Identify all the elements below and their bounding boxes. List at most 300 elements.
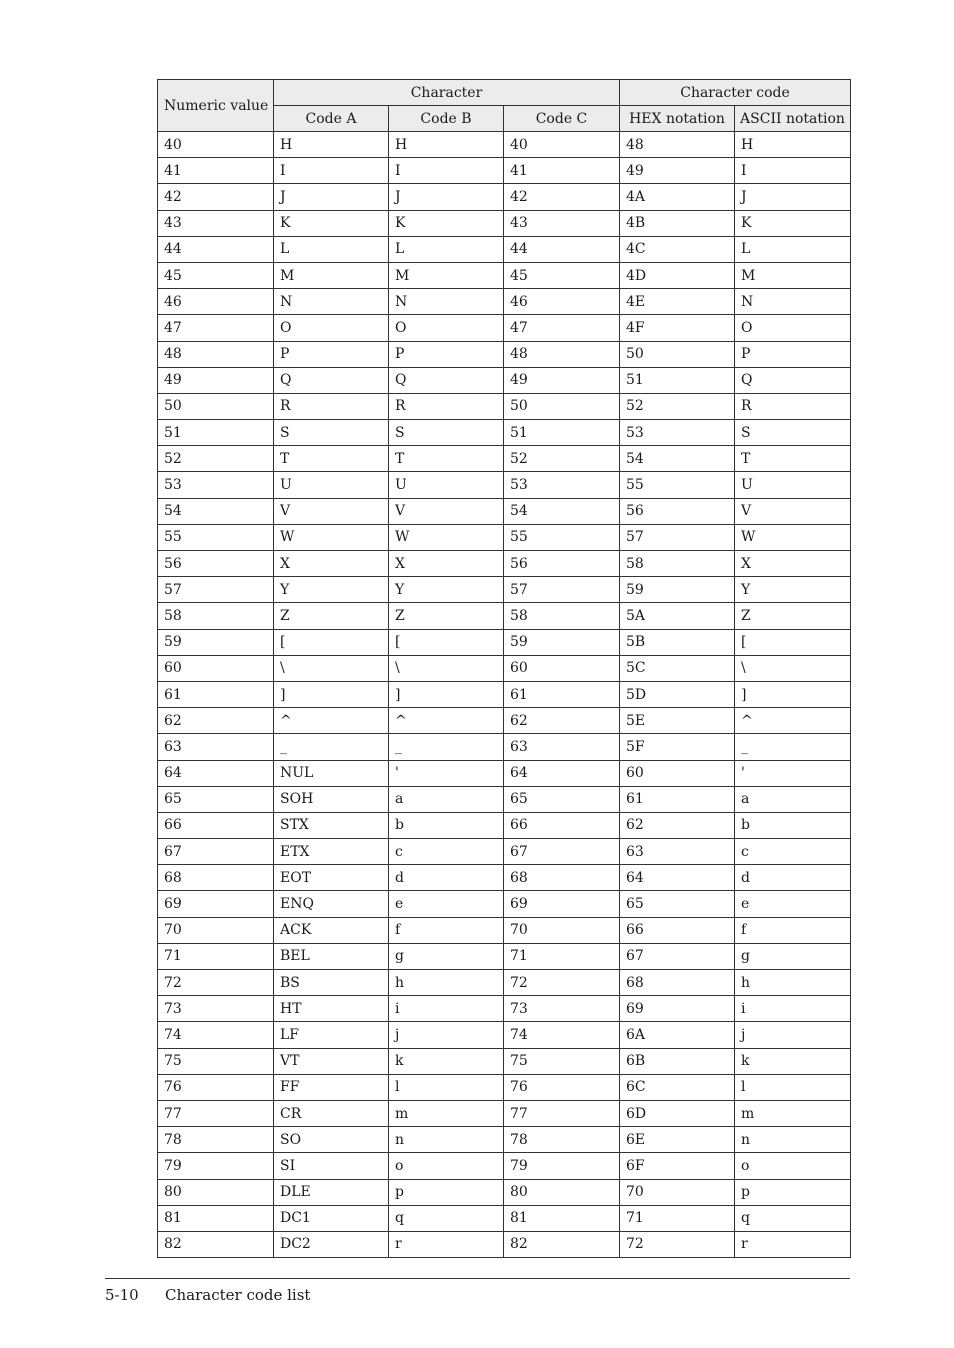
hex-cell: 4F <box>620 315 735 341</box>
table-row <box>158 524 851 550</box>
ascii-cell: V <box>735 498 851 524</box>
table-row <box>158 943 851 969</box>
hex-cell: 69 <box>620 996 735 1022</box>
code-b-cell: Q <box>389 367 504 393</box>
ascii-notation-header: ASCII notation <box>735 106 851 132</box>
code-b-cell: L <box>389 236 504 262</box>
hex-cell: 68 <box>620 970 735 996</box>
code-a-cell: S <box>274 420 389 446</box>
code-b-cell: N <box>389 289 504 315</box>
hex-cell: 72 <box>620 1231 735 1257</box>
table-row <box>158 210 851 236</box>
code-c-cell: 79 <box>504 1153 620 1179</box>
numeric-value-cell: 70 <box>158 917 274 943</box>
character-code-table <box>157 79 851 1258</box>
numeric-value-cell: 65 <box>158 786 274 812</box>
footer-divider <box>105 1278 850 1279</box>
hex-cell: 56 <box>620 498 735 524</box>
ascii-cell: n <box>735 1127 851 1153</box>
section-title: Character code list <box>165 1286 311 1304</box>
hex-cell: 62 <box>620 812 735 838</box>
hex-cell: 52 <box>620 393 735 419</box>
code-c-cell: 47 <box>504 315 620 341</box>
hex-cell: 64 <box>620 865 735 891</box>
table-row <box>158 393 851 419</box>
code-a-cell: Y <box>274 577 389 603</box>
ascii-cell: i <box>735 996 851 1022</box>
code-b-cell: l <box>389 1074 504 1100</box>
numeric-value-cell: 54 <box>158 498 274 524</box>
ascii-cell: e <box>735 891 851 917</box>
code-c-cell: 75 <box>504 1048 620 1074</box>
numeric-value-cell: 42 <box>158 184 274 210</box>
numeric-value-cell: 57 <box>158 577 274 603</box>
numeric-value-cell: 59 <box>158 629 274 655</box>
code-a-cell: ENQ <box>274 891 389 917</box>
code-a-cell: Z <box>274 603 389 629</box>
hex-cell: 5F <box>620 734 735 760</box>
code-c-cell: 48 <box>504 341 620 367</box>
ascii-cell: m <box>735 1100 851 1126</box>
code-c-cell: 49 <box>504 367 620 393</box>
numeric-value-cell: 45 <box>158 262 274 288</box>
table-row <box>158 577 851 603</box>
numeric-value-cell: 43 <box>158 210 274 236</box>
ascii-cell: O <box>735 315 851 341</box>
code-a-cell: W <box>274 524 389 550</box>
code-c-cell: 60 <box>504 655 620 681</box>
code-b-cell: h <box>389 970 504 996</box>
hex-cell: 50 <box>620 341 735 367</box>
code-c-cell: 67 <box>504 839 620 865</box>
code-a-cell: EOT <box>274 865 389 891</box>
code-a-cell: H <box>274 132 389 158</box>
table-row <box>158 760 851 786</box>
code-a-cell: I <box>274 158 389 184</box>
ascii-cell: ' <box>735 760 851 786</box>
table-row <box>158 1231 851 1257</box>
code-b-cell: m <box>389 1100 504 1126</box>
numeric-value-cell: 61 <box>158 681 274 707</box>
code-b-cell: P <box>389 341 504 367</box>
hex-cell: 6C <box>620 1074 735 1100</box>
hex-cell: 6E <box>620 1127 735 1153</box>
hex-cell: 4D <box>620 262 735 288</box>
ascii-cell: j <box>735 1022 851 1048</box>
hex-cell: 70 <box>620 1179 735 1205</box>
hex-cell: 57 <box>620 524 735 550</box>
hex-cell: 55 <box>620 472 735 498</box>
table-row <box>158 865 851 891</box>
numeric-value-cell: 52 <box>158 446 274 472</box>
code-b-cell: i <box>389 996 504 1022</box>
numeric-value-cell: 60 <box>158 655 274 681</box>
numeric-value-cell: 49 <box>158 367 274 393</box>
ascii-cell: c <box>735 839 851 865</box>
numeric-value-cell: 82 <box>158 1231 274 1257</box>
code-a-cell: VT <box>274 1048 389 1074</box>
numeric-value-cell: 79 <box>158 1153 274 1179</box>
code-c-cell: 61 <box>504 681 620 707</box>
ascii-cell: T <box>735 446 851 472</box>
code-c-cell: 46 <box>504 289 620 315</box>
table-row <box>158 1100 851 1126</box>
code-c-cell: 56 <box>504 551 620 577</box>
code-a-cell: FF <box>274 1074 389 1100</box>
ascii-cell: r <box>735 1231 851 1257</box>
code-b-cell: ^ <box>389 708 504 734</box>
code-a-cell: R <box>274 393 389 419</box>
hex-cell: 53 <box>620 420 735 446</box>
code-b-cell: J <box>389 184 504 210</box>
hex-cell: 71 <box>620 1205 735 1231</box>
code-a-cell: L <box>274 236 389 262</box>
numeric-value-cell: 78 <box>158 1127 274 1153</box>
hex-cell: 4B <box>620 210 735 236</box>
code-a-cell: SI <box>274 1153 389 1179</box>
code-a-cell: DLE <box>274 1179 389 1205</box>
table-row <box>158 1048 851 1074</box>
hex-cell: 5A <box>620 603 735 629</box>
numeric-value-cell: 68 <box>158 865 274 891</box>
table-row <box>158 1205 851 1231</box>
code-c-cell: 50 <box>504 393 620 419</box>
table-row <box>158 629 851 655</box>
hex-cell: 48 <box>620 132 735 158</box>
code-b-cell: Z <box>389 603 504 629</box>
code-b-cell: ' <box>389 760 504 786</box>
hex-cell: 54 <box>620 446 735 472</box>
table-row <box>158 236 851 262</box>
code-b-cell: q <box>389 1205 504 1231</box>
code-a-cell: SO <box>274 1127 389 1153</box>
numeric-value-cell: 69 <box>158 891 274 917</box>
code-b-cell: R <box>389 393 504 419</box>
code-c-cell: 65 <box>504 786 620 812</box>
ascii-cell: L <box>735 236 851 262</box>
code-a-cell: SOH <box>274 786 389 812</box>
hex-cell: 49 <box>620 158 735 184</box>
code-c-cell: 53 <box>504 472 620 498</box>
code-c-cell: 69 <box>504 891 620 917</box>
numeric-value-header: Numeric value <box>158 80 274 132</box>
table-row <box>158 1022 851 1048</box>
table-body <box>158 132 851 1258</box>
ascii-cell: N <box>735 289 851 315</box>
code-a-cell: CR <box>274 1100 389 1126</box>
table-row <box>158 367 851 393</box>
code-a-cell: X <box>274 551 389 577</box>
code-a-cell: Q <box>274 367 389 393</box>
code-a-cell: ] <box>274 681 389 707</box>
numeric-value-cell: 75 <box>158 1048 274 1074</box>
numeric-value-cell: 62 <box>158 708 274 734</box>
code-b-cell: k <box>389 1048 504 1074</box>
numeric-value-cell: 51 <box>158 420 274 446</box>
code-b-cell: K <box>389 210 504 236</box>
ascii-cell: \ <box>735 655 851 681</box>
code-a-cell: T <box>274 446 389 472</box>
code-c-cell: 62 <box>504 708 620 734</box>
numeric-value-cell: 47 <box>158 315 274 341</box>
ascii-cell: a <box>735 786 851 812</box>
table-row <box>158 262 851 288</box>
code-b-cell: M <box>389 262 504 288</box>
table-row <box>158 891 851 917</box>
code-b-cell: b <box>389 812 504 838</box>
code-a-cell: LF <box>274 1022 389 1048</box>
ascii-cell: d <box>735 865 851 891</box>
code-b-cell: n <box>389 1127 504 1153</box>
code-c-cell: 43 <box>504 210 620 236</box>
code-a-cell: ^ <box>274 708 389 734</box>
numeric-value-cell: 67 <box>158 839 274 865</box>
code-a-cell: BS <box>274 970 389 996</box>
code-c-cell: 41 <box>504 158 620 184</box>
numeric-value-cell: 41 <box>158 158 274 184</box>
hex-cell: 4C <box>620 236 735 262</box>
hex-cell: 6D <box>620 1100 735 1126</box>
ascii-cell: S <box>735 420 851 446</box>
hex-cell: 51 <box>620 367 735 393</box>
code-c-cell: 52 <box>504 446 620 472</box>
numeric-value-cell: 55 <box>158 524 274 550</box>
ascii-cell: k <box>735 1048 851 1074</box>
numeric-value-cell: 53 <box>158 472 274 498</box>
code-b-cell: g <box>389 943 504 969</box>
code-b-cell: V <box>389 498 504 524</box>
code-b-cell: o <box>389 1153 504 1179</box>
ascii-cell: f <box>735 917 851 943</box>
code-c-cell: 77 <box>504 1100 620 1126</box>
code-b-cell: j <box>389 1022 504 1048</box>
table-row <box>158 996 851 1022</box>
ascii-cell: o <box>735 1153 851 1179</box>
table-row <box>158 734 851 760</box>
table-row <box>158 420 851 446</box>
code-a-cell: V <box>274 498 389 524</box>
code-b-cell: ] <box>389 681 504 707</box>
code-b-cell: Y <box>389 577 504 603</box>
numeric-value-cell: 63 <box>158 734 274 760</box>
hex-cell: 61 <box>620 786 735 812</box>
code-b-cell: H <box>389 132 504 158</box>
table-row <box>158 132 851 158</box>
ascii-cell: ^ <box>735 708 851 734</box>
code-a-cell: K <box>274 210 389 236</box>
ascii-cell: W <box>735 524 851 550</box>
code-c-cell: 68 <box>504 865 620 891</box>
numeric-value-cell: 46 <box>158 289 274 315</box>
code-b-cell: [ <box>389 629 504 655</box>
table-row <box>158 446 851 472</box>
code-c-cell: 51 <box>504 420 620 446</box>
ascii-cell: ] <box>735 681 851 707</box>
code-a-cell: P <box>274 341 389 367</box>
ascii-cell: p <box>735 1179 851 1205</box>
code-c-cell: 42 <box>504 184 620 210</box>
code-a-cell: NUL <box>274 760 389 786</box>
ascii-cell: P <box>735 341 851 367</box>
hex-cell: 5B <box>620 629 735 655</box>
table-row <box>158 158 851 184</box>
code-c-cell: 82 <box>504 1231 620 1257</box>
table-row <box>158 708 851 734</box>
numeric-value-cell: 77 <box>158 1100 274 1126</box>
ascii-cell: I <box>735 158 851 184</box>
code-a-cell: DC1 <box>274 1205 389 1231</box>
table-row <box>158 1127 851 1153</box>
numeric-value-cell: 50 <box>158 393 274 419</box>
ascii-cell: Z <box>735 603 851 629</box>
code-c-cell: 73 <box>504 996 620 1022</box>
code-a-cell: J <box>274 184 389 210</box>
code-b-cell: \ <box>389 655 504 681</box>
numeric-value-cell: 44 <box>158 236 274 262</box>
table-row <box>158 1074 851 1100</box>
code-a-cell: N <box>274 289 389 315</box>
ascii-cell: J <box>735 184 851 210</box>
code-b-cell: e <box>389 891 504 917</box>
code-b-cell: p <box>389 1179 504 1205</box>
hex-cell: 63 <box>620 839 735 865</box>
code-a-cell: M <box>274 262 389 288</box>
table-row <box>158 681 851 707</box>
hex-cell: 6A <box>620 1022 735 1048</box>
code-c-cell: 57 <box>504 577 620 603</box>
code-a-cell: BEL <box>274 943 389 969</box>
hex-cell: 58 <box>620 551 735 577</box>
code-b-cell: I <box>389 158 504 184</box>
numeric-value-cell: 72 <box>158 970 274 996</box>
code-b-cell: r <box>389 1231 504 1257</box>
code-c-cell: 72 <box>504 970 620 996</box>
code-c-cell: 64 <box>504 760 620 786</box>
table-row <box>158 315 851 341</box>
hex-cell: 5C <box>620 655 735 681</box>
code-c-cell: 81 <box>504 1205 620 1231</box>
hex-cell: 5D <box>620 681 735 707</box>
table-row <box>158 184 851 210</box>
code-b-cell: d <box>389 865 504 891</box>
code-c-cell: 70 <box>504 917 620 943</box>
numeric-value-cell: 40 <box>158 132 274 158</box>
code-b-cell: W <box>389 524 504 550</box>
code-c-cell: 66 <box>504 812 620 838</box>
code-b-cell: S <box>389 420 504 446</box>
code-c-cell: 78 <box>504 1127 620 1153</box>
character-code-header: Character code <box>620 80 851 106</box>
table-row <box>158 786 851 812</box>
ascii-cell: H <box>735 132 851 158</box>
hex-cell: 6B <box>620 1048 735 1074</box>
code-b-cell: f <box>389 917 504 943</box>
ascii-cell: U <box>735 472 851 498</box>
code-b-header: Code B <box>389 106 504 132</box>
ascii-cell: l <box>735 1074 851 1100</box>
ascii-cell: b <box>735 812 851 838</box>
code-c-cell: 54 <box>504 498 620 524</box>
ascii-cell: M <box>735 262 851 288</box>
code-c-cell: 44 <box>504 236 620 262</box>
code-c-cell: 40 <box>504 132 620 158</box>
table-row <box>158 970 851 996</box>
numeric-value-cell: 64 <box>158 760 274 786</box>
table-row <box>158 551 851 577</box>
table-row <box>158 341 851 367</box>
code-a-cell: STX <box>274 812 389 838</box>
code-a-cell: _ <box>274 734 389 760</box>
hex-notation-header: HEX notation <box>620 106 735 132</box>
hex-cell: 65 <box>620 891 735 917</box>
table-row <box>158 655 851 681</box>
ascii-cell: q <box>735 1205 851 1231</box>
ascii-cell: [ <box>735 629 851 655</box>
ascii-cell: K <box>735 210 851 236</box>
hex-cell: 60 <box>620 760 735 786</box>
code-c-cell: 63 <box>504 734 620 760</box>
code-a-cell: HT <box>274 996 389 1022</box>
code-c-cell: 74 <box>504 1022 620 1048</box>
code-b-cell: X <box>389 551 504 577</box>
table-header <box>158 80 851 132</box>
character-header: Character <box>274 80 620 106</box>
numeric-value-cell: 58 <box>158 603 274 629</box>
code-a-cell: [ <box>274 629 389 655</box>
table-row <box>158 603 851 629</box>
ascii-cell: R <box>735 393 851 419</box>
table-row <box>158 498 851 524</box>
code-c-cell: 80 <box>504 1179 620 1205</box>
code-a-cell: ETX <box>274 839 389 865</box>
code-c-cell: 76 <box>504 1074 620 1100</box>
table-row <box>158 289 851 315</box>
table-row <box>158 812 851 838</box>
code-b-cell: U <box>389 472 504 498</box>
ascii-cell: h <box>735 970 851 996</box>
code-c-cell: 45 <box>504 262 620 288</box>
table-row <box>158 1179 851 1205</box>
numeric-value-cell: 71 <box>158 943 274 969</box>
code-a-cell: \ <box>274 655 389 681</box>
code-a-cell: DC2 <box>274 1231 389 1257</box>
code-c-header: Code C <box>504 106 620 132</box>
hex-cell: 4E <box>620 289 735 315</box>
table-row <box>158 472 851 498</box>
code-c-cell: 58 <box>504 603 620 629</box>
numeric-value-cell: 48 <box>158 341 274 367</box>
numeric-value-cell: 74 <box>158 1022 274 1048</box>
ascii-cell: Y <box>735 577 851 603</box>
code-b-cell: a <box>389 786 504 812</box>
ascii-cell: _ <box>735 734 851 760</box>
code-b-cell: _ <box>389 734 504 760</box>
code-b-cell: c <box>389 839 504 865</box>
code-a-cell: ACK <box>274 917 389 943</box>
hex-cell: 4A <box>620 184 735 210</box>
numeric-value-cell: 56 <box>158 551 274 577</box>
code-b-cell: O <box>389 315 504 341</box>
ascii-cell: X <box>735 551 851 577</box>
code-b-cell: T <box>389 446 504 472</box>
hex-cell: 59 <box>620 577 735 603</box>
page-number: 5-10 <box>105 1286 139 1304</box>
code-a-header: Code A <box>274 106 389 132</box>
hex-cell: 5E <box>620 708 735 734</box>
table-row <box>158 917 851 943</box>
ascii-cell: Q <box>735 367 851 393</box>
ascii-cell: g <box>735 943 851 969</box>
